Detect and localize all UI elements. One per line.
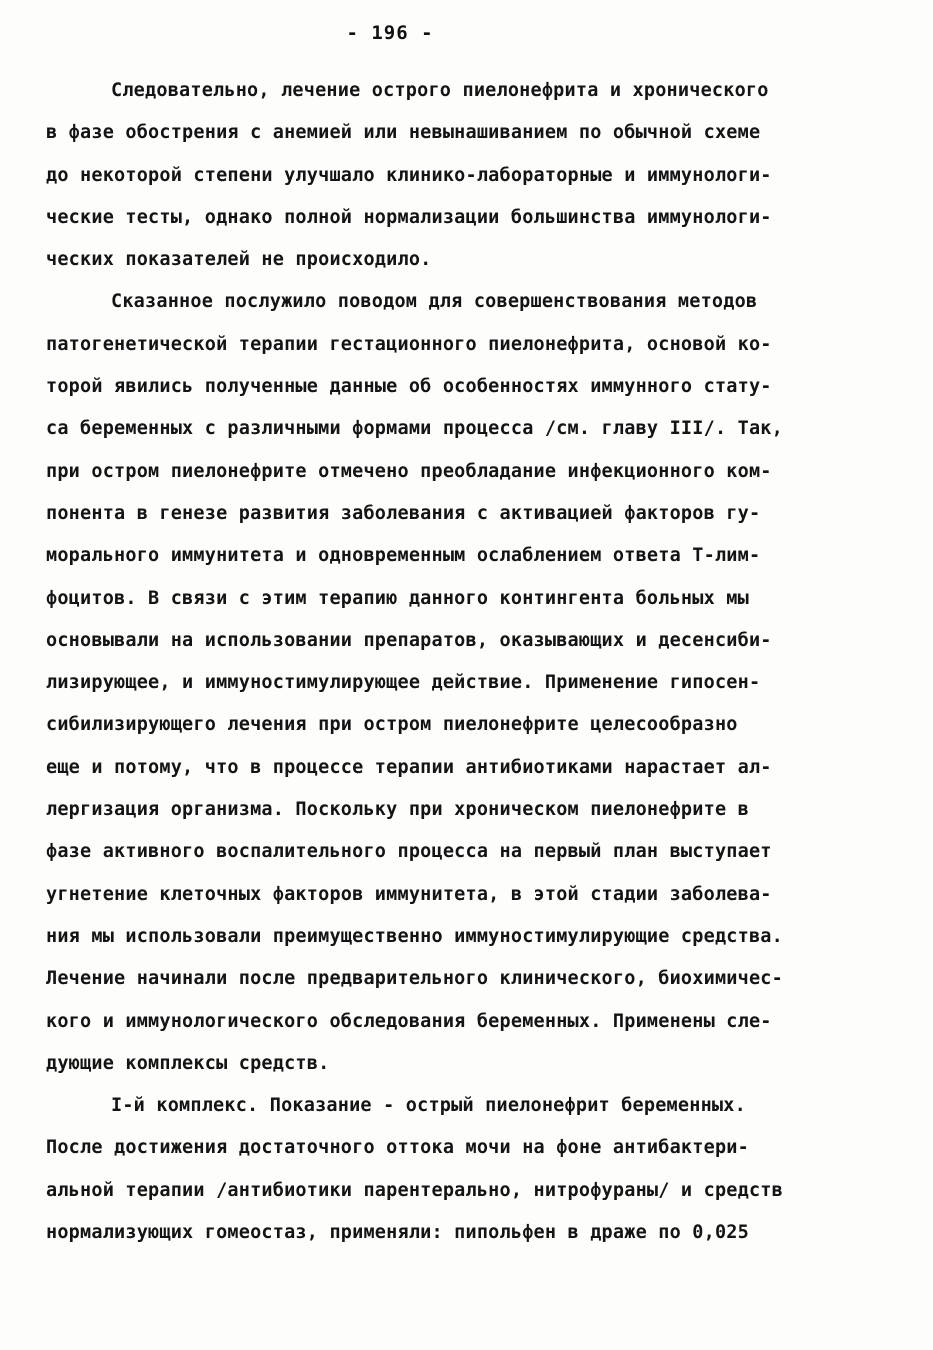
text-line: лергизация организма. Поскольку при хроническом пиелонефрите в bbox=[46, 799, 749, 821]
text-line: фоцитов. В связи с этим терапию данного контингента больных мы bbox=[46, 587, 749, 609]
text-line: основывали на использовании препаратов, оказывающих и десенсиби- bbox=[46, 629, 772, 651]
text-line: понента в генезе развития заболевания с активацией факторов гу- bbox=[46, 502, 761, 524]
text-line: сибилизирующего лечения при остром пиелонефрите целесообразно bbox=[46, 714, 738, 736]
text-line: торой явились полученные данные об особенностях иммунного стату- bbox=[46, 376, 772, 398]
text-line: ческие тесты, однако полной нормализации большинства иммунологи- bbox=[46, 206, 772, 228]
paragraph-1 bbox=[46, 76, 896, 287]
text-line: дующие комплексы средств. bbox=[46, 1052, 330, 1074]
text-line: нормализующих гомеостаз, применяли: пипольфен в драже по 0,025 bbox=[46, 1222, 749, 1244]
text-line: кого и иммунологического обследования беременных. Применены сле- bbox=[46, 1010, 772, 1032]
text-line: патогенетической терапии гестационного пиелонефрита, основой ко- bbox=[46, 333, 772, 355]
text-line: После достижения достаточного оттока мочи на фоне антибактери- bbox=[46, 1137, 749, 1159]
text-line: альной терапии /антибиотики парентерально, нитрофураны/ и средств bbox=[46, 1179, 783, 1201]
text-line: фазе активного воспалительного процесса на первый план выступает bbox=[46, 841, 772, 863]
text-line: еще и потому, что в процессе терапии антибиотиками нарастает ал- bbox=[46, 756, 772, 778]
text-line: Сказанное послужило поводом для совершенствования методов bbox=[111, 291, 758, 313]
paragraph-2 bbox=[46, 287, 896, 1091]
text-line: Следовательно, лечение острого пиелонефрита и хронического bbox=[111, 80, 769, 101]
text-line: угнетение клеточных факторов иммунитета, в этой стадии заболева- bbox=[46, 883, 772, 905]
text-line: ния мы использовали преимущественно иммуностимулирующие средства. bbox=[46, 925, 783, 947]
text-line: лизирующее, и иммуностимулирующее действие. Применение гипосен- bbox=[46, 672, 761, 694]
text-line: до некоторой степени улучшало клинико-лабораторные и иммунологи- bbox=[46, 164, 772, 186]
text-line: ческих показателей не происходило. bbox=[46, 249, 432, 271]
text-line: Лечение начинали после предварительного клинического, биохимичес- bbox=[46, 968, 783, 990]
paragraph-3 bbox=[46, 1091, 896, 1260]
text-line: I-й комплекс. Показание - острый пиелонефрит беременных. bbox=[111, 1095, 746, 1117]
text-line: са беременных с различными формами процесса /см. главу III/. Так, bbox=[46, 418, 783, 440]
page-number: - 196 - bbox=[346, 22, 434, 44]
text-line: при остром пиелонефрите отмечено преобладание инфекционного ком- bbox=[46, 460, 772, 482]
body-text bbox=[46, 76, 896, 1260]
text-line: морального иммунитета и одновременным ослаблением ответа Т-лим- bbox=[46, 545, 761, 567]
text-line: в фазе обострения с анемией или невынашиванием по обычной схеме bbox=[46, 122, 761, 144]
